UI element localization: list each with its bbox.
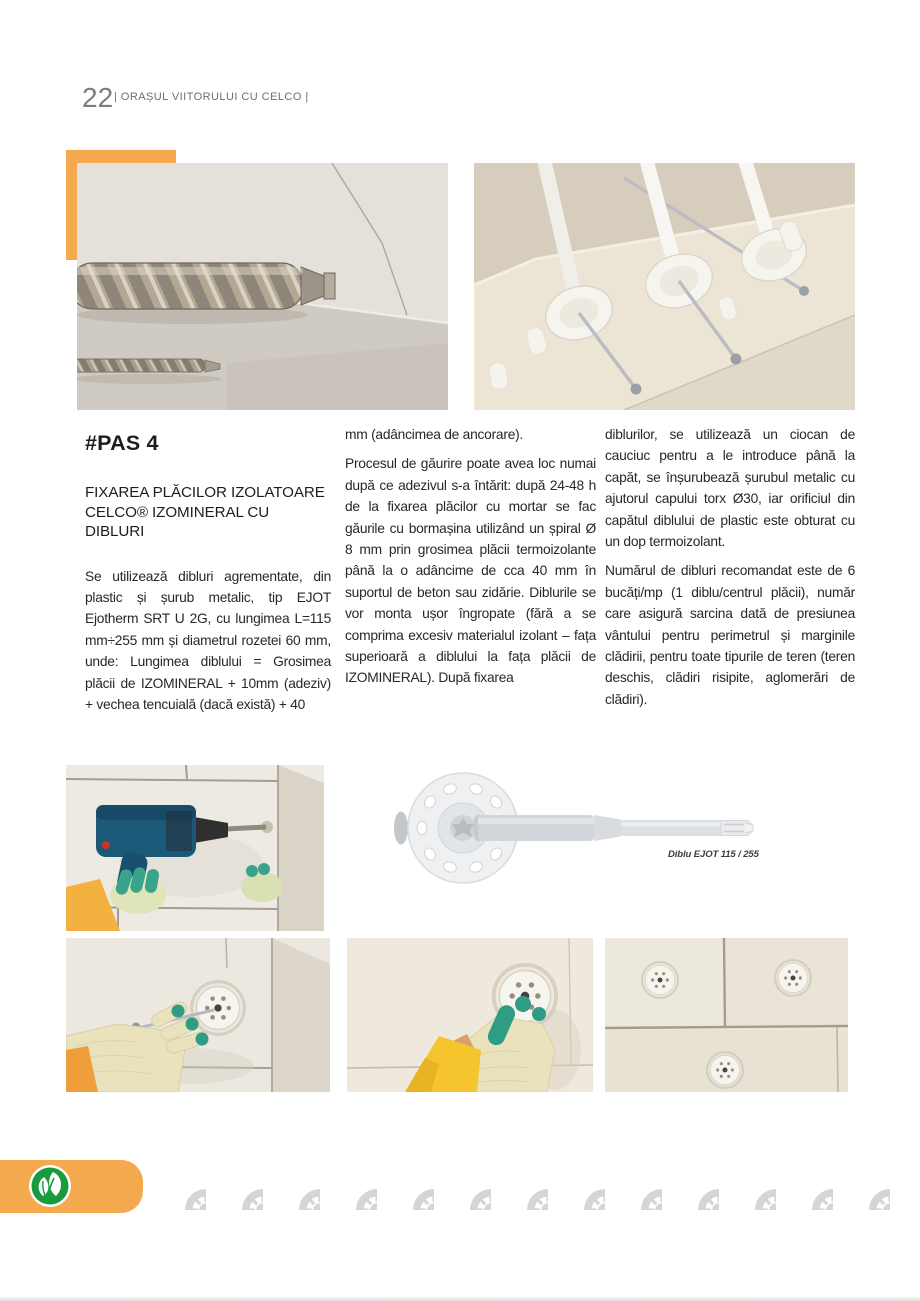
sun-snowflake-icon (219, 1166, 263, 1210)
page-tagline: | ORAȘUL VIITORULUI CU CELCO | (114, 91, 309, 103)
dowel-caption: Diblu EJOT 115 / 255 (668, 849, 759, 860)
sun-snowflake-icon (447, 1166, 491, 1210)
footer-accent-tab (0, 1160, 143, 1213)
sun-snowflake-icon (561, 1166, 605, 1210)
photo-press-dowel (347, 938, 593, 1092)
page-edge (0, 1296, 920, 1301)
step-subheading-line2: CELCO® IZOMINERAL CU DIBLURI (85, 503, 270, 540)
body-paragraph: diblurilor, se utilizează un ciocan de cauciuc pentru a le introduce până la capăt, se înșurubează șurubul metalic cu ajutorul capului torx Ø30, iar orificiul din capătul diblului de plastic este obturat cu un dop termoizolant. (605, 427, 855, 550)
figure-dowel-product (388, 768, 763, 886)
photo-insert-dowel (66, 938, 330, 1092)
sun-snowflake-icon (618, 1166, 662, 1210)
sun-snowflake-icon (390, 1166, 434, 1210)
page-number: 22 (82, 82, 114, 113)
frost-icons-row (162, 1166, 890, 1210)
sun-snowflake-icon (333, 1166, 377, 1210)
sun-snowflake-icon (846, 1166, 890, 1210)
body-paragraph: Procesul de găurire poate avea loc numai după ce adezivul s-a întărit: după 24-48 h de la fixarea plăcilor cu mortar se fac găurile cu bormașina utilizând un șpiral Ø 8 mm prin grosimea plăcii termoizolante până la o adâncime de cca 40 mm în suportul de beton sau zidărie. Diblurile se vor monta ușor îngropate (fără a se comprima excesiv materialul izolant – fața superioară a diblului la fața plăcii de IZOMINERAL). După fixarea (345, 456, 596, 686)
sun-snowflake-icon (276, 1166, 320, 1210)
leaf-icon (28, 1164, 72, 1208)
article-column-3 (605, 420, 855, 710)
step-subheading-line1: FIXAREA PLĂCILOR IZOLATOARE (85, 484, 325, 501)
sun-snowflake-icon (162, 1166, 206, 1210)
article-column-1 (85, 420, 331, 715)
sun-snowflake-icon (789, 1166, 833, 1210)
photo-drill-bits (77, 163, 448, 410)
step-heading: #PAS 4 (85, 431, 159, 455)
sun-snowflake-icon (675, 1166, 719, 1210)
photo-insulation-dowels (474, 163, 855, 410)
body-paragraph: Se utilizează dibluri agrementate, din plastic și șurub metalic, tip EJOT Ejotherm SRT U 2G, cu lungimea L=115 mm÷255 mm și diametrul rozetei 60 mm, unde: Lungimea diblului = Grosimea plăcii de IZOMINERAL + 10mm (adeziv) + vechea tencuială (dacă există) + 40 (85, 568, 331, 712)
step-subheading (85, 483, 331, 542)
article-column-2 (345, 420, 596, 689)
body-paragraph: mm (adâncimea de ancorare). (345, 427, 524, 442)
sun-snowflake-icon (504, 1166, 548, 1210)
sun-snowflake-icon (732, 1166, 776, 1210)
photo-drilling (66, 765, 324, 931)
photo-installed-dowels (605, 938, 848, 1092)
body-paragraph: Numărul de dibluri recomandat este de 6 bucăți/mp (1 diblu/centrul plăcii), număr care asigură sarcina dată de presiunea vântului pentru perimetrul și marginile clădirii, pentru toate tipurile de teren (teren deschis, clădiri risipite, aglomerări de clădiri). (605, 563, 855, 707)
